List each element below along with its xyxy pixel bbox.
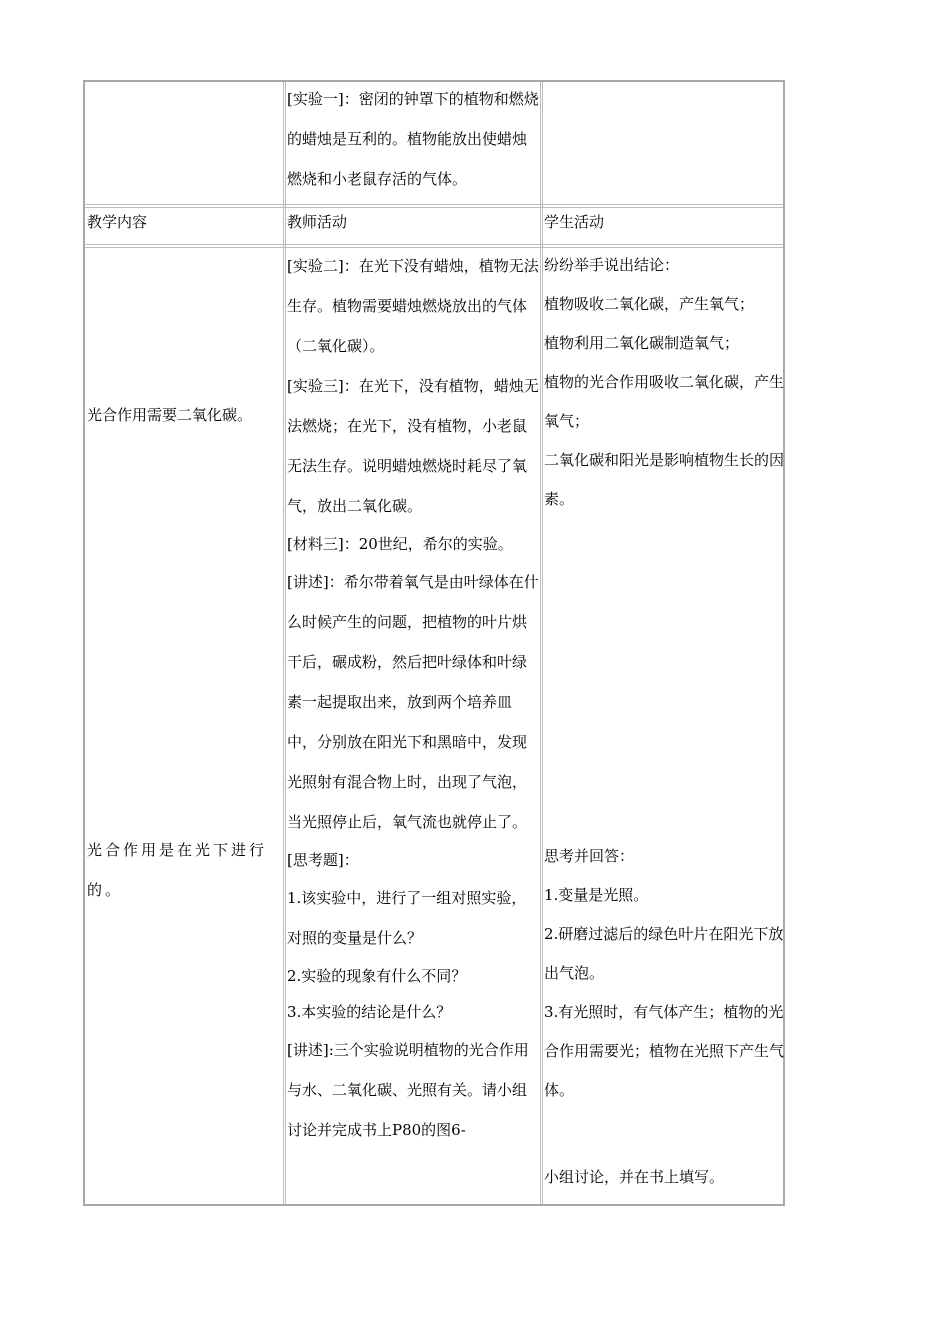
student-line: 二氧化碳和阳光是影响植物生长的因素。 — [544, 451, 785, 508]
student-line: 3.有光照时，有气体产生；植物的光合作用需要光；植物在光照下产生气体。 — [544, 1003, 785, 1099]
teacher-paragraph: [材料三]：20世纪，希尔的实验。 — [287, 535, 513, 553]
student-line: 2.研磨过滤后的绿色叶片在阳光下放出气泡。 — [544, 925, 784, 982]
student-line: 植物的光合作用吸收二氧化碳，产生氧气； — [544, 373, 785, 430]
header-teacher: 教师活动 — [287, 213, 348, 231]
teacher-paragraph: [讲述]:三个实验说明植物的光合作用与水、二氧化碳、光照有关。请小组讨论并完成书上P80的图6- — [287, 1041, 529, 1139]
teacher-paragraph: [思考题]： — [287, 851, 359, 869]
cell-teacher-body — [287, 246, 539, 1150]
cell-teacher-top — [287, 79, 539, 199]
student-line: 思考并回答： — [544, 847, 635, 865]
cell-student-group-2 — [544, 837, 784, 1110]
teacher-paragraph: [讲述]：希尔带着氧气是由叶绿体在什么时候产生的问题，把植物的叶片烘干后，碾成粉，然后把叶绿体和叶绿素一起提取出来，放到两个培养皿中，分别放在阳光下和黑暗中，发现光照射有混合物上时，出现了气泡，当光照停止后，氧气流也就停止了。 — [287, 573, 539, 831]
student-line: 纷纷举手说出结论： — [544, 256, 680, 274]
cell-student-group-3 — [544, 1157, 784, 1197]
teacher-top-text: [实验一]：密闭的钟罩下的植物和燃烧的蜡烛是互利的。植物能放出使蜡烛燃烧和小老鼠存活的气体。 — [287, 90, 539, 188]
cell-student-group-1 — [544, 246, 784, 519]
column-divider-1 — [283, 82, 286, 1204]
lesson-plan-table — [83, 80, 785, 1206]
student-line: 1.变量是光照。 — [544, 886, 649, 904]
teacher-paragraph: [实验二]：在光下没有蜡烛，植物无法生存。植物需要蜡烛燃烧放出的气体（二氧化碳）。 — [287, 257, 539, 355]
student-line: 植物吸收二氧化碳，产生氧气； — [544, 295, 755, 313]
content-co2: 光合作用需要二氧化碳。 — [87, 406, 253, 424]
header-content: 教学内容 — [87, 213, 148, 231]
teacher-paragraph: [实验三]：在光下，没有植物，蜡烛无法燃烧；在光下，没有植物，小老鼠无法生存。说明蜡烛燃烧时耗尽了氧气，放出二氧化碳。 — [287, 377, 539, 515]
student-line: 植物利用二氧化碳制造氧气； — [544, 334, 740, 352]
student-line: 小组讨论，并在书上填写。 — [544, 1168, 725, 1186]
content-light: 光合作用是在光下进行的。 — [87, 841, 268, 899]
column-divider-2 — [540, 82, 543, 1204]
header-student: 学生活动 — [544, 213, 605, 231]
teacher-paragraph: 2.实验的现象有什么不同？ — [287, 967, 467, 985]
teacher-paragraph: 1.该实验中，进行了一组对照实验，对照的变量是什么？ — [287, 889, 527, 947]
teacher-paragraph: 3.本实验的结论是什么？ — [287, 1003, 452, 1021]
